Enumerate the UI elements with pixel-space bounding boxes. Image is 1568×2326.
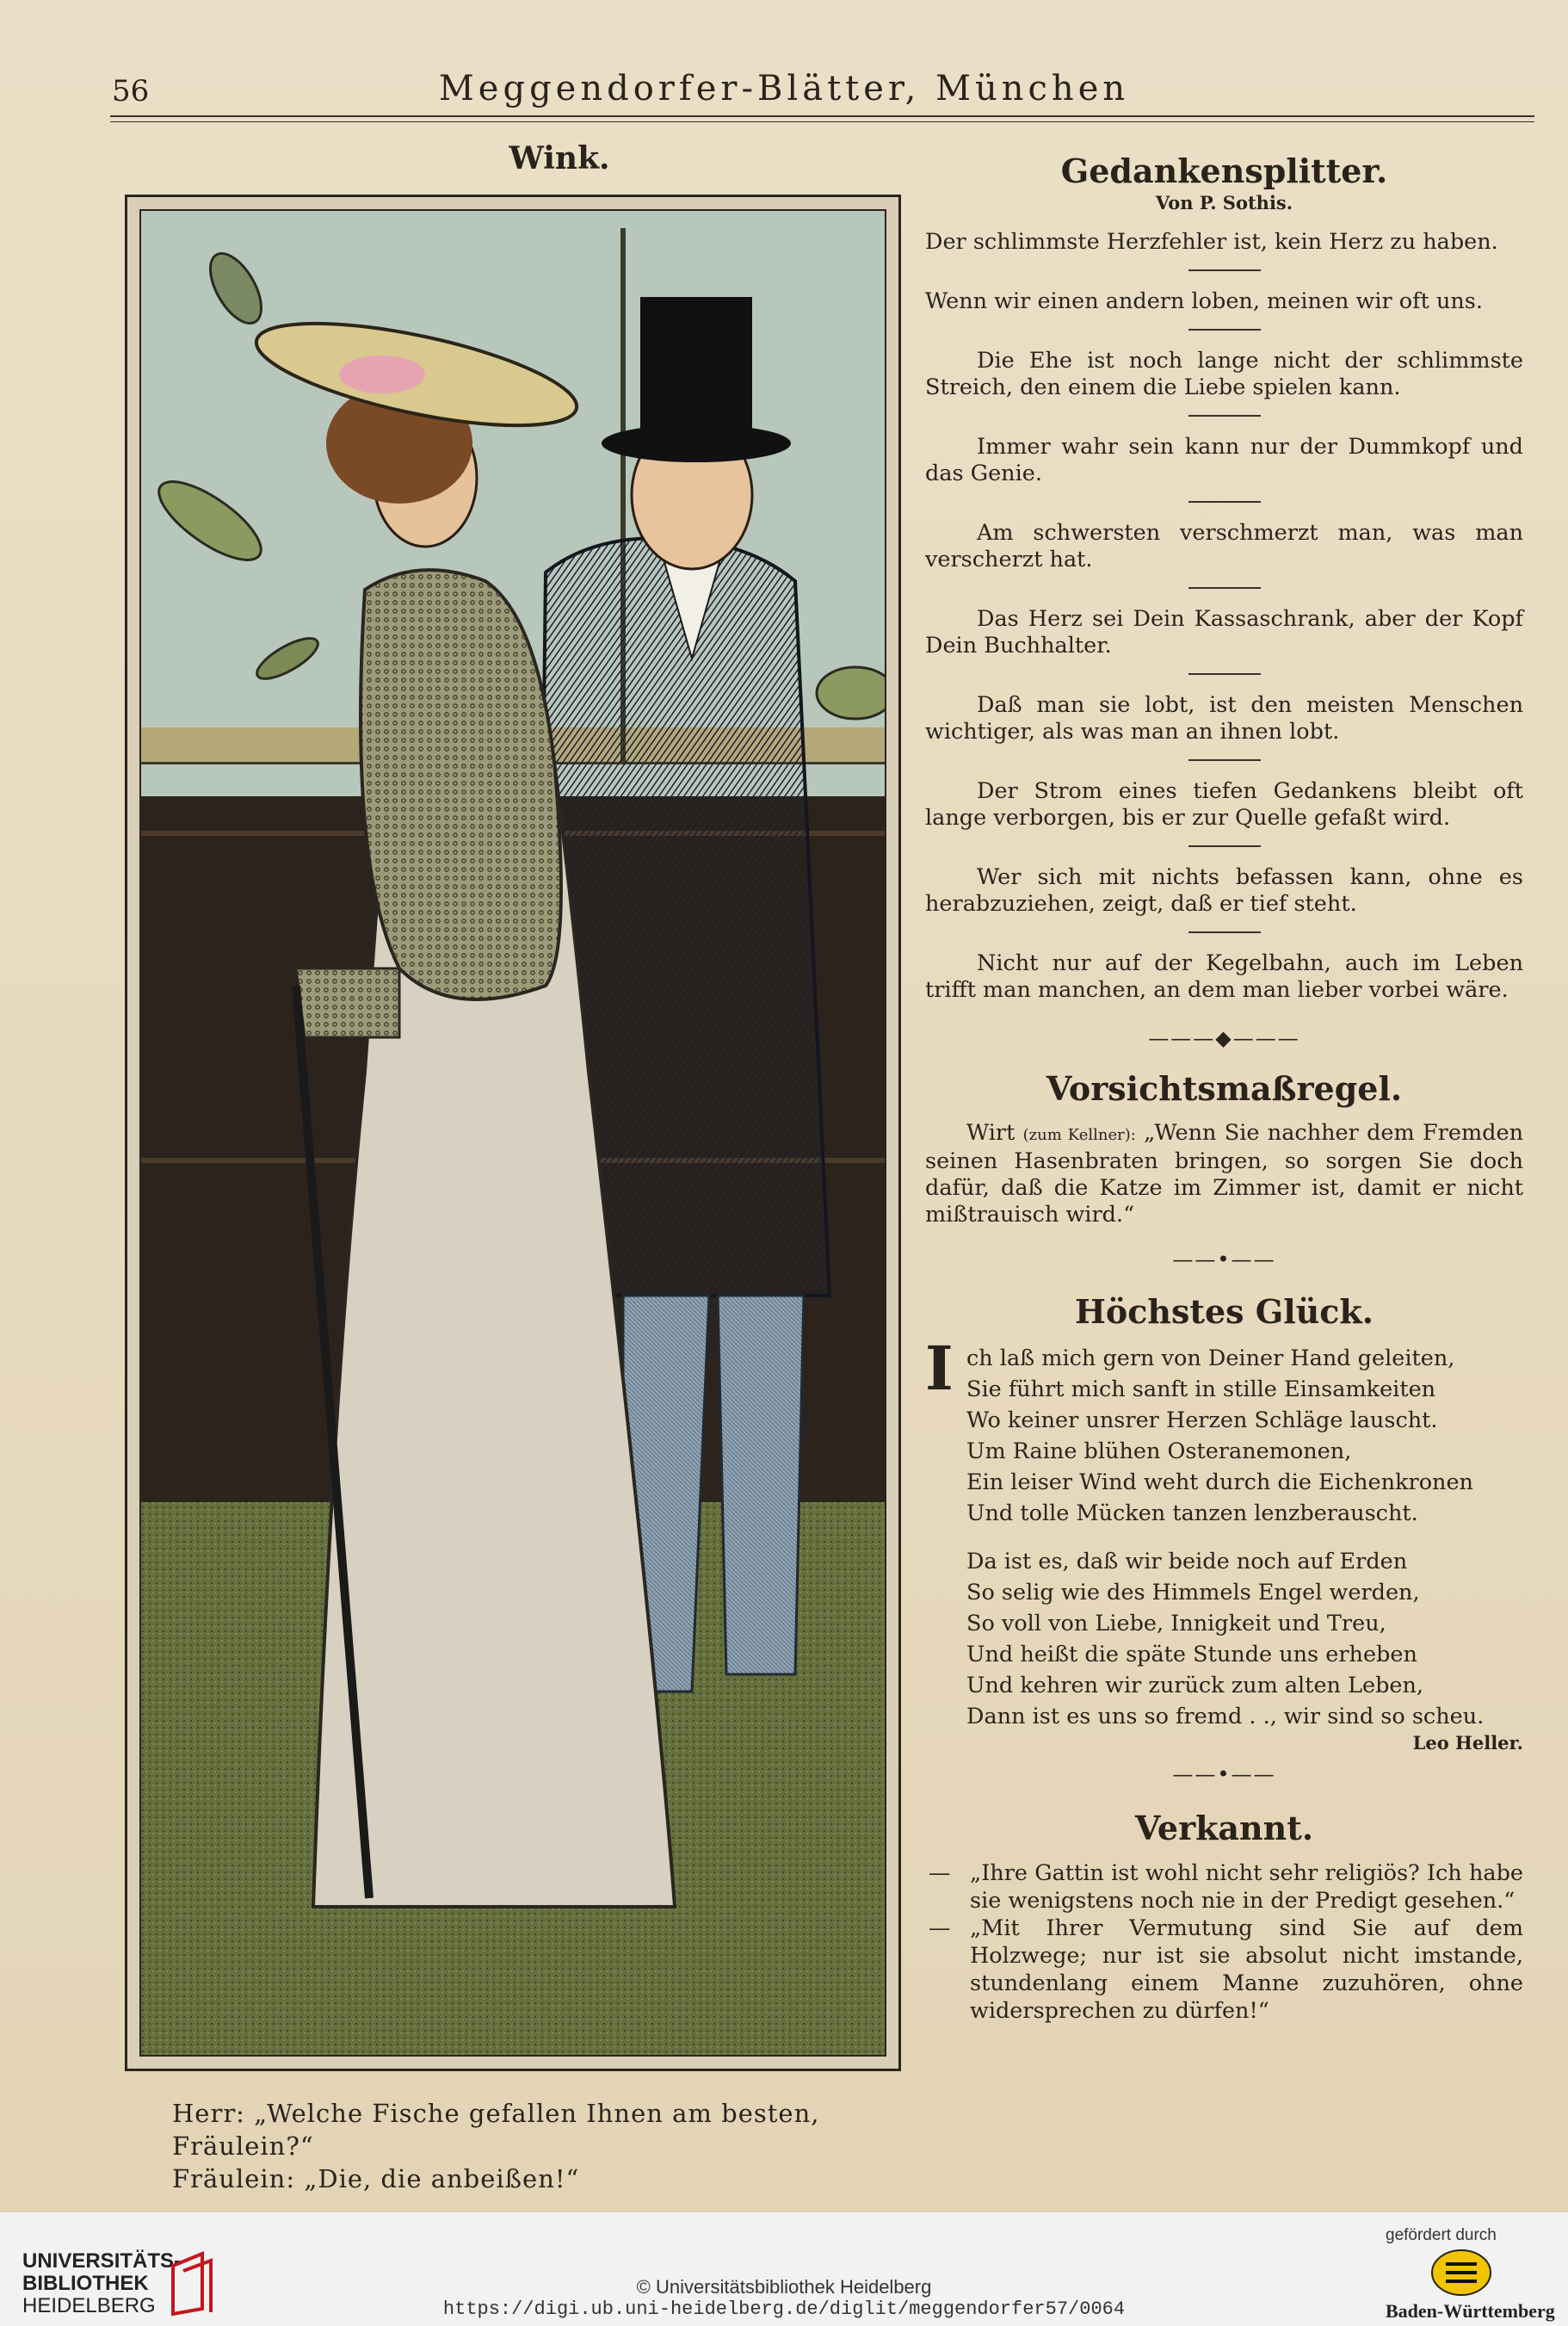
ornament-divider: ——•——: [1172, 1762, 1276, 1786]
poem-author: Leo Heller.: [1412, 1732, 1523, 1754]
aphorism: Nicht nur auf der Kegelbahn, auch im Leben trifft man manchen, an dem man lieber vorbei wäre.: [925, 950, 1523, 1003]
caption-line-herr: Herr: „Welche Fische gefallen Ihnen am besten, Fräulein?“: [172, 2099, 820, 2161]
poem-line: Sie führt mich sanft in stille Einsamkeiten: [966, 1376, 1436, 1402]
separator: [1188, 673, 1261, 675]
couple-at-aquarium-illustration: [141, 211, 886, 2057]
aphorism: Die Ehe ist noch lange nicht der schlimmste Streich, den einem die Liebe spielen kann.: [925, 348, 1523, 400]
illustration-frame: [125, 195, 901, 2071]
separator: [1188, 329, 1261, 331]
baden-wuerttemberg-seal-icon: [1427, 2249, 1496, 2297]
separator: [1188, 501, 1261, 503]
header-rule-thin: [110, 121, 1534, 122]
aphorism: Der schlimmste Herzfehler ist, kein Herz zu haben.: [925, 229, 1498, 255]
poem-line: Und kehren wir zurück zum alten Leben,: [966, 1673, 1424, 1698]
separator: [1188, 269, 1261, 271]
running-title: Meggendorfer-Blätter, München: [438, 69, 1130, 108]
sponsor-name: Baden-Württemberg: [1386, 2300, 1555, 2322]
separator: [1188, 845, 1261, 847]
page-number: 56: [112, 74, 150, 108]
section-title-vorsicht: Vorsichtsmaßregel.: [1046, 1069, 1403, 1108]
separator: [1188, 415, 1261, 417]
section-title-verkannt: Verkannt.: [1134, 1809, 1314, 1847]
dialog-line: — „Ihre Gattin ist wohl nicht sehr religiös? Ich habe sie wenigstens noch nie in der Predigt gesehen.“: [929, 1860, 1523, 1914]
poem-line: Da ist es, daß wir beide noch auf Erden: [966, 1549, 1408, 1574]
poem: [925, 1333, 1523, 1754]
drop-cap: I: [925, 1333, 954, 1404]
aphorism: Der Strom eines tiefen Gedankens bleibt oft lange verborgen, bis er zur Quelle gefaßt wird.: [925, 778, 1523, 831]
poem-line: So voll von Liebe, Innigkeit und Treu,: [966, 1611, 1386, 1636]
stage-direction: (zum Kellner):: [1022, 1126, 1136, 1144]
poem-line: Um Raine blühen Osteranemonen,: [966, 1438, 1352, 1464]
poem-line: So selig wie des Himmels Engel werden,: [966, 1580, 1420, 1605]
permalink[interactable]: https://digi.ub.uni-heidelberg.de/diglit/meggendorfer57/0064: [442, 2298, 1126, 2320]
poem-line: Ich laß mich gern von Deiner Hand geleiten,: [925, 1333, 1455, 1404]
poem-line: Dann ist es uns so fremd . ., wir sind so scheu.: [966, 1704, 1485, 1729]
header-rule: [110, 115, 1534, 117]
byline: Von P. Sothis.: [1155, 192, 1293, 213]
vorsicht-quote: „Wenn Sie nachher dem Fremden seinen Hasenbraten bringen, so sorgen Sie doch dafür, daß die Katze im Zimmer ist, damit er nicht mißtrauisch wird.“: [925, 1120, 1523, 1228]
right-column: [925, 152, 1523, 2025]
poem-line: Wo keiner unsrer Herzen Schläge lauscht.: [966, 1407, 1438, 1433]
poem-line: Und tolle Mücken tanzen lenzberauscht.: [966, 1500, 1418, 1526]
caption-line-fraeulein: Fräulein: „Die, die anbeißen!“: [172, 2164, 580, 2193]
aphorism: Daß man sie lobt, ist den meisten Menschen wichtiger, als was man an ihnen lobt.: [925, 692, 1523, 745]
vorsicht-text: [925, 1120, 1523, 1228]
poem-line: Ein leiser Wind weht durch die Eichenkronen: [966, 1469, 1473, 1495]
ornament-divider: ———◆———: [1148, 1026, 1300, 1050]
speaker: Wirt: [966, 1120, 1015, 1146]
separator: [1188, 759, 1261, 761]
aphorism: Wenn wir einen andern loben, meinen wir oft uns.: [925, 288, 1483, 314]
poem-line: Und heißt die späte Stunde uns erheben: [966, 1642, 1417, 1667]
separator: [1188, 931, 1261, 933]
sponsor-label: gefördert durch: [1386, 2226, 1497, 2244]
section-title-gedankensplitter: Gedankensplitter.: [1060, 152, 1388, 190]
section-title-poem: Höchstes Glück.: [1075, 1292, 1374, 1331]
library-footer: [0, 2212, 1568, 2326]
aphorism: Wer sich mit nichts befassen kann, ohne es herabzuziehen, zeigt, daß er tief steht.: [925, 864, 1523, 917]
copyright-notice: © Universitätsbibliothek Heidelberg: [636, 2276, 932, 2298]
aphorism: Am schwersten verschmerzt man, was man verscherzt hat.: [925, 520, 1523, 572]
ornament-divider: ——•——: [1172, 1247, 1276, 1271]
dialog-line: — „Mit Ihrer Vermutung sind Sie auf dem Holzwege; nur ist sie absolut nicht imstande, stundenlang einem Manne zuzuhören, ohne widersprechen zu dürfen!“: [929, 1915, 1523, 2024]
separator: [1188, 587, 1261, 589]
verkannt-dialog: [925, 1859, 1523, 2025]
illustration-caption: [172, 2097, 947, 2195]
aphorism: Das Herz sei Dein Kassaschrank, aber der Kopf Dein Buchhalter.: [925, 606, 1523, 659]
ub-heidelberg-logo[interactable]: UNIVERSITÄTS- BIBLIOTHEK HEIDELBERG: [22, 2249, 182, 2317]
illustration-picture: [139, 209, 886, 2057]
aphorism: Immer wahr sein kann nur der Dummkopf und das Genie.: [925, 434, 1523, 486]
illustration-title: Wink.: [509, 140, 610, 176]
